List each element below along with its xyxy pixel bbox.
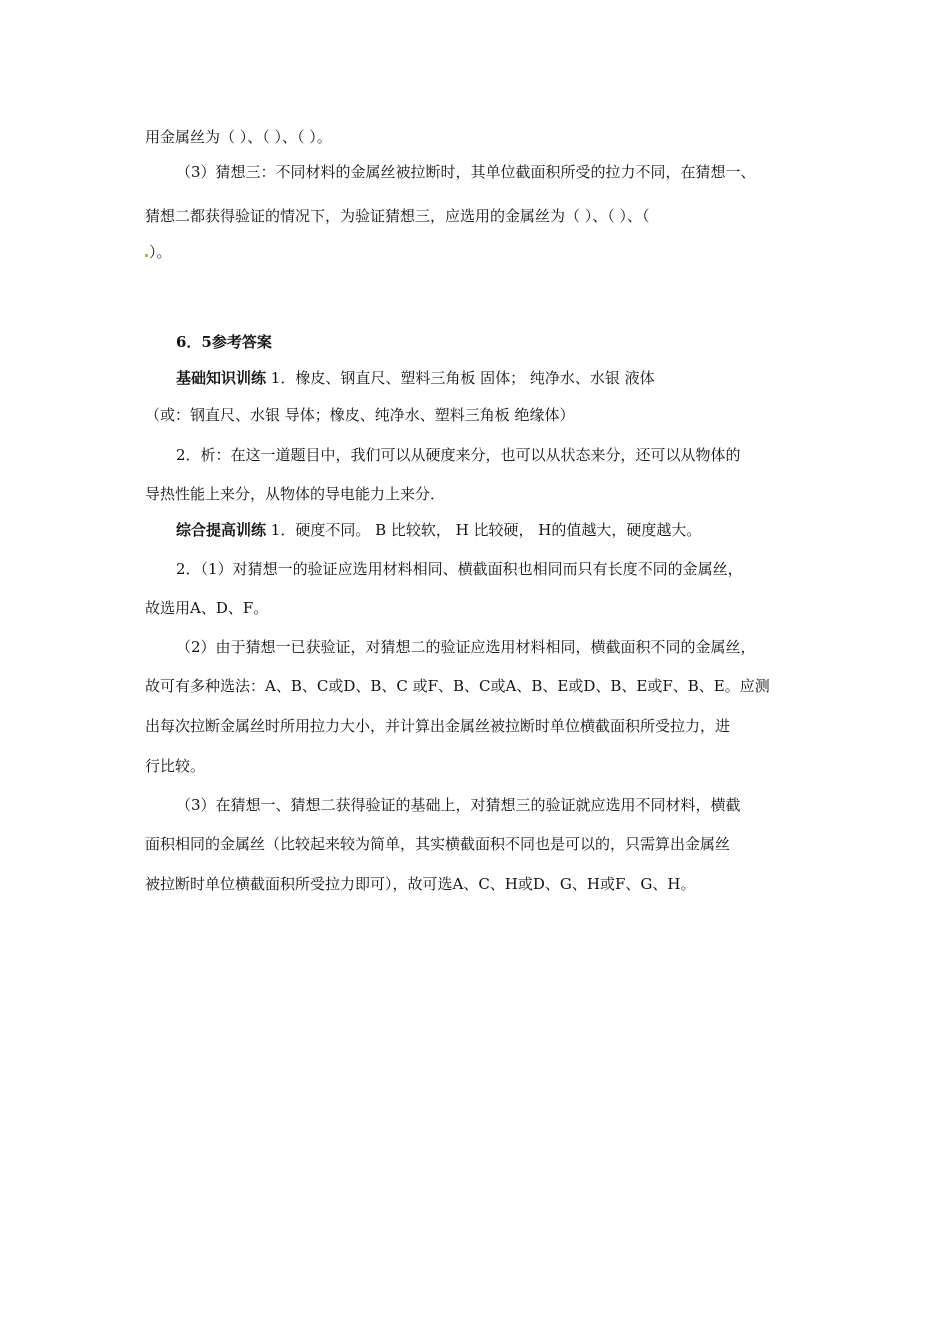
adv-q2-2-line-2: 故可有多种选法：A、B、C或D、B、C 或F、B、C或A、B、E或D、B、E或F、B、E。应测: [145, 677, 770, 695]
question-3-line-1: （3）猜想三：不同材料的金属丝被拉断时，其单位截面积所受的拉力不同，在猜想一、: [176, 163, 756, 181]
yellow-mark: [145, 254, 148, 257]
adv-q2-2-line-3: 出每次拉断金属丝时所用拉力大小，并计算出金属丝被拉断时单位横截面积所受拉力，进: [145, 717, 731, 735]
adv-q2-3-line-3: 被拉断时单位横截面积所受拉力即可），故可选A、C、H或D、G、H或F、G、H。: [145, 875, 696, 893]
question-3-line-3-text: ）。: [149, 243, 172, 261]
advanced-training-text: 1．硬度不同。 B 比较软， H 比较硬， H的值越大，硬度越大。: [266, 521, 702, 539]
adv-q2-3-line-2: 面积相同的金属丝（比较起来较为简单，其实横截面积不同也是可以的，只需算出金属丝: [145, 835, 731, 853]
advanced-training-label: 综合提高训练: [176, 521, 267, 539]
basic-training-line-1: [176, 368, 826, 388]
basic-q2-line-2: 导热性能上来分，从物体的导电能力上来分．: [145, 485, 446, 503]
answer-title: 6．5参考答案: [176, 333, 272, 351]
adv-q2-2-line-4: 行比较。: [145, 757, 206, 775]
basic-training-line-2: （或：钢直尺、水银 导体；橡皮、纯净水、塑料三角板 绝缘体）: [145, 406, 575, 424]
adv-q2-2-line-1: （2）由于猜想一已获验证，对猜想二的验证应选用材料相同，横截面积不同的金属丝，: [176, 638, 756, 656]
basic-training-text: 1．橡皮、钢直尺、塑料三角板 固体； 纯净水、水银 液体: [266, 369, 655, 387]
adv-q2-3-line-1: （3）在猜想一、猜想二获得验证的基础上，对猜想三的验证就应选用不同材料，横截: [176, 796, 741, 814]
advanced-training-line-1: [176, 520, 826, 540]
adv-q2-line-1: 2．（1）对猜想一的验证应选用材料相同、横截面积也相同而只有长度不同的金属丝，: [176, 560, 743, 578]
adv-q2-line-2: 故选用A、D、F。: [145, 599, 269, 617]
question-3-line-3: [145, 242, 825, 262]
basic-training-label: 基础知识训练: [176, 369, 267, 387]
question-line-1: 用金属丝为（ ）、（ ）、（ ）。: [145, 128, 332, 146]
basic-q2-line-1: 2．析：在这一道题目中，我们可以从硬度来分，也可以从状态来分，还可以从物体的: [176, 446, 741, 464]
question-3-line-2: 猜想二都获得验证的情况下，为验证猜想三，应选用的金属丝为（ ）、（ ）、（: [145, 207, 650, 225]
